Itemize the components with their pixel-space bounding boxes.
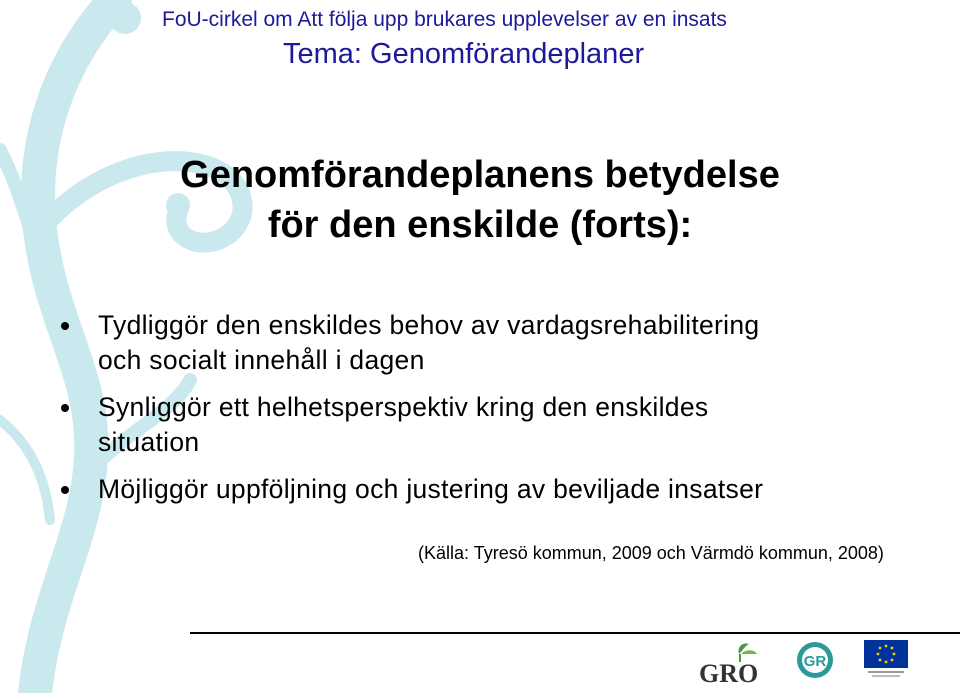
header-subtitle: FoU-cirkel om Att följa upp brukares upplevelser av en insats [162, 8, 727, 31]
bullet-text-line: Tydliggör den enskildes behov av vardagsrehabilitering [98, 310, 760, 340]
bullet-text-line: Möjliggör uppföljning och justering av beviljade insatser [98, 474, 764, 504]
gr-logo-text: GR [803, 653, 827, 670]
gro-logo-icon [697, 640, 765, 686]
bullet-dot-icon [61, 404, 69, 412]
bullet-list [58, 308, 938, 519]
source-citation: (Källa: Tyresö kommun, 2009 och Värmdö kommun, 2008) [418, 543, 884, 563]
bullet-item [58, 390, 938, 460]
bullet-dot-icon [61, 486, 69, 494]
gr-logo-icon [795, 640, 835, 680]
bullet-text-line: situation [98, 427, 200, 457]
bullet-dot-icon [61, 322, 69, 330]
header-theme: Tema: Genomförandeplaner [283, 38, 645, 70]
slide-title-line-2: för den enskilde (forts): [267, 204, 693, 246]
bullet-item [58, 472, 938, 507]
slide-title-line-1: Genomförandeplanens betydelse [180, 154, 780, 196]
bullet-item [58, 308, 938, 378]
footer-divider [190, 632, 960, 634]
bullet-text-line: Synliggör ett helhetsperspektiv kring den enskildes [98, 392, 709, 422]
eu-flag-icon [864, 640, 908, 678]
bullet-text-line: och socialt innehåll i dagen [98, 345, 425, 375]
gro-logo-text: GRO [699, 659, 759, 686]
